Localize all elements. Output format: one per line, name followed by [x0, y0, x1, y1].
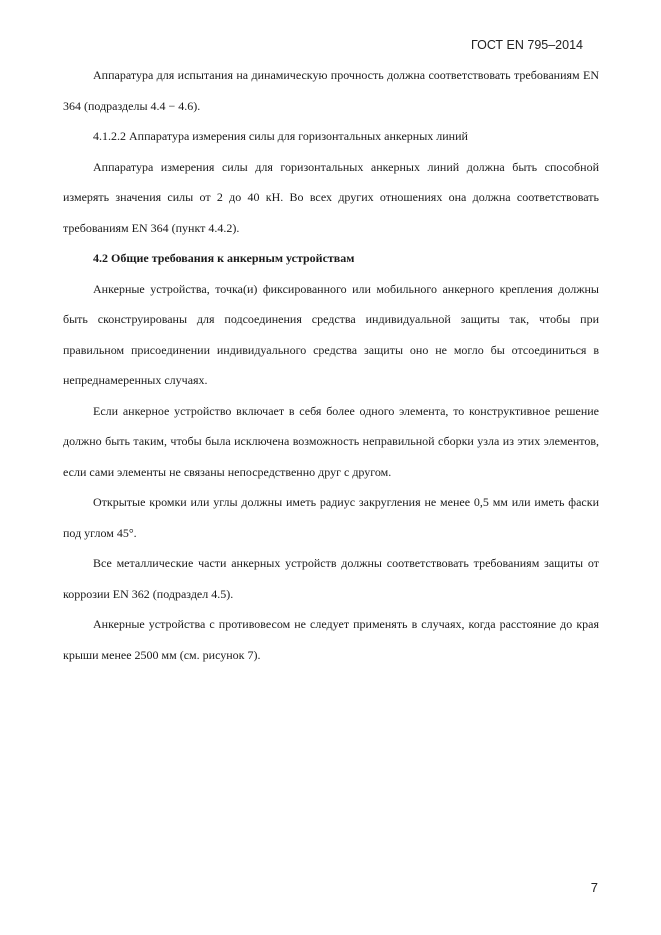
paragraph-anchor-connection: Анкерные устройства, точка(и) фиксированного или мобильного анкерного крепления должны быть сконструированы для подсоединения средства индивидуальной защиты так, чтобы при правильном присоединении индивидуального средства защиты оно не могло бы отсоединиться в непреднамеренных случаях.	[63, 281, 599, 387]
paragraph-corrosion: Все металлические части анкерных устройств должны соответствовать требованиям защиты от коррозии EN 362 (подраздел 4.5).	[63, 556, 599, 601]
paragraph-force-measurement: Аппаратура измерения силы для горизонтальных анкерных линий должна быть способной измерять значения силы от 2 до 40 кН. Во всех других отношениях она должна соответствовать требованиям EN 364 (пункт 4.4.2).	[63, 159, 599, 235]
paragraph-multi-element: Если анкерное устройство включает в себя более одного элемента, то конструктивное решение должно быть таким, чтобы была исключена возможность неправильной сборки узла из этих элементов, если сами элементы не связаны непосредственно друг с другом.	[63, 403, 599, 479]
section-heading-4-2: 4.2 Общие требования к анкерным устройствам	[93, 251, 355, 265]
paragraph-counterweight: Анкерные устройства с противовесом не следует применять в случаях, когда расстояние до края крыши менее 2500 мм (см. рисунок 7).	[63, 617, 599, 662]
subsection-heading-4-1-2-2: 4.1.2.2 Аппаратура измерения силы для горизонтальных анкерных линий	[93, 129, 468, 143]
document-body	[63, 60, 599, 670]
page-number: 7	[590, 880, 598, 895]
document-code: ГОСТ EN 795–2014	[471, 38, 583, 52]
paragraph-dynamic-test-apparatus: Аппаратура для испытания на динамическую прочность должна соответствовать требованиям EN 364 (подразделы 4.4 − 4.6).	[63, 68, 599, 113]
paragraph-edges: Открытые кромки или углы должны иметь радиус закругления не менее 0,5 мм или иметь фаски под углом 45°.	[63, 495, 599, 540]
